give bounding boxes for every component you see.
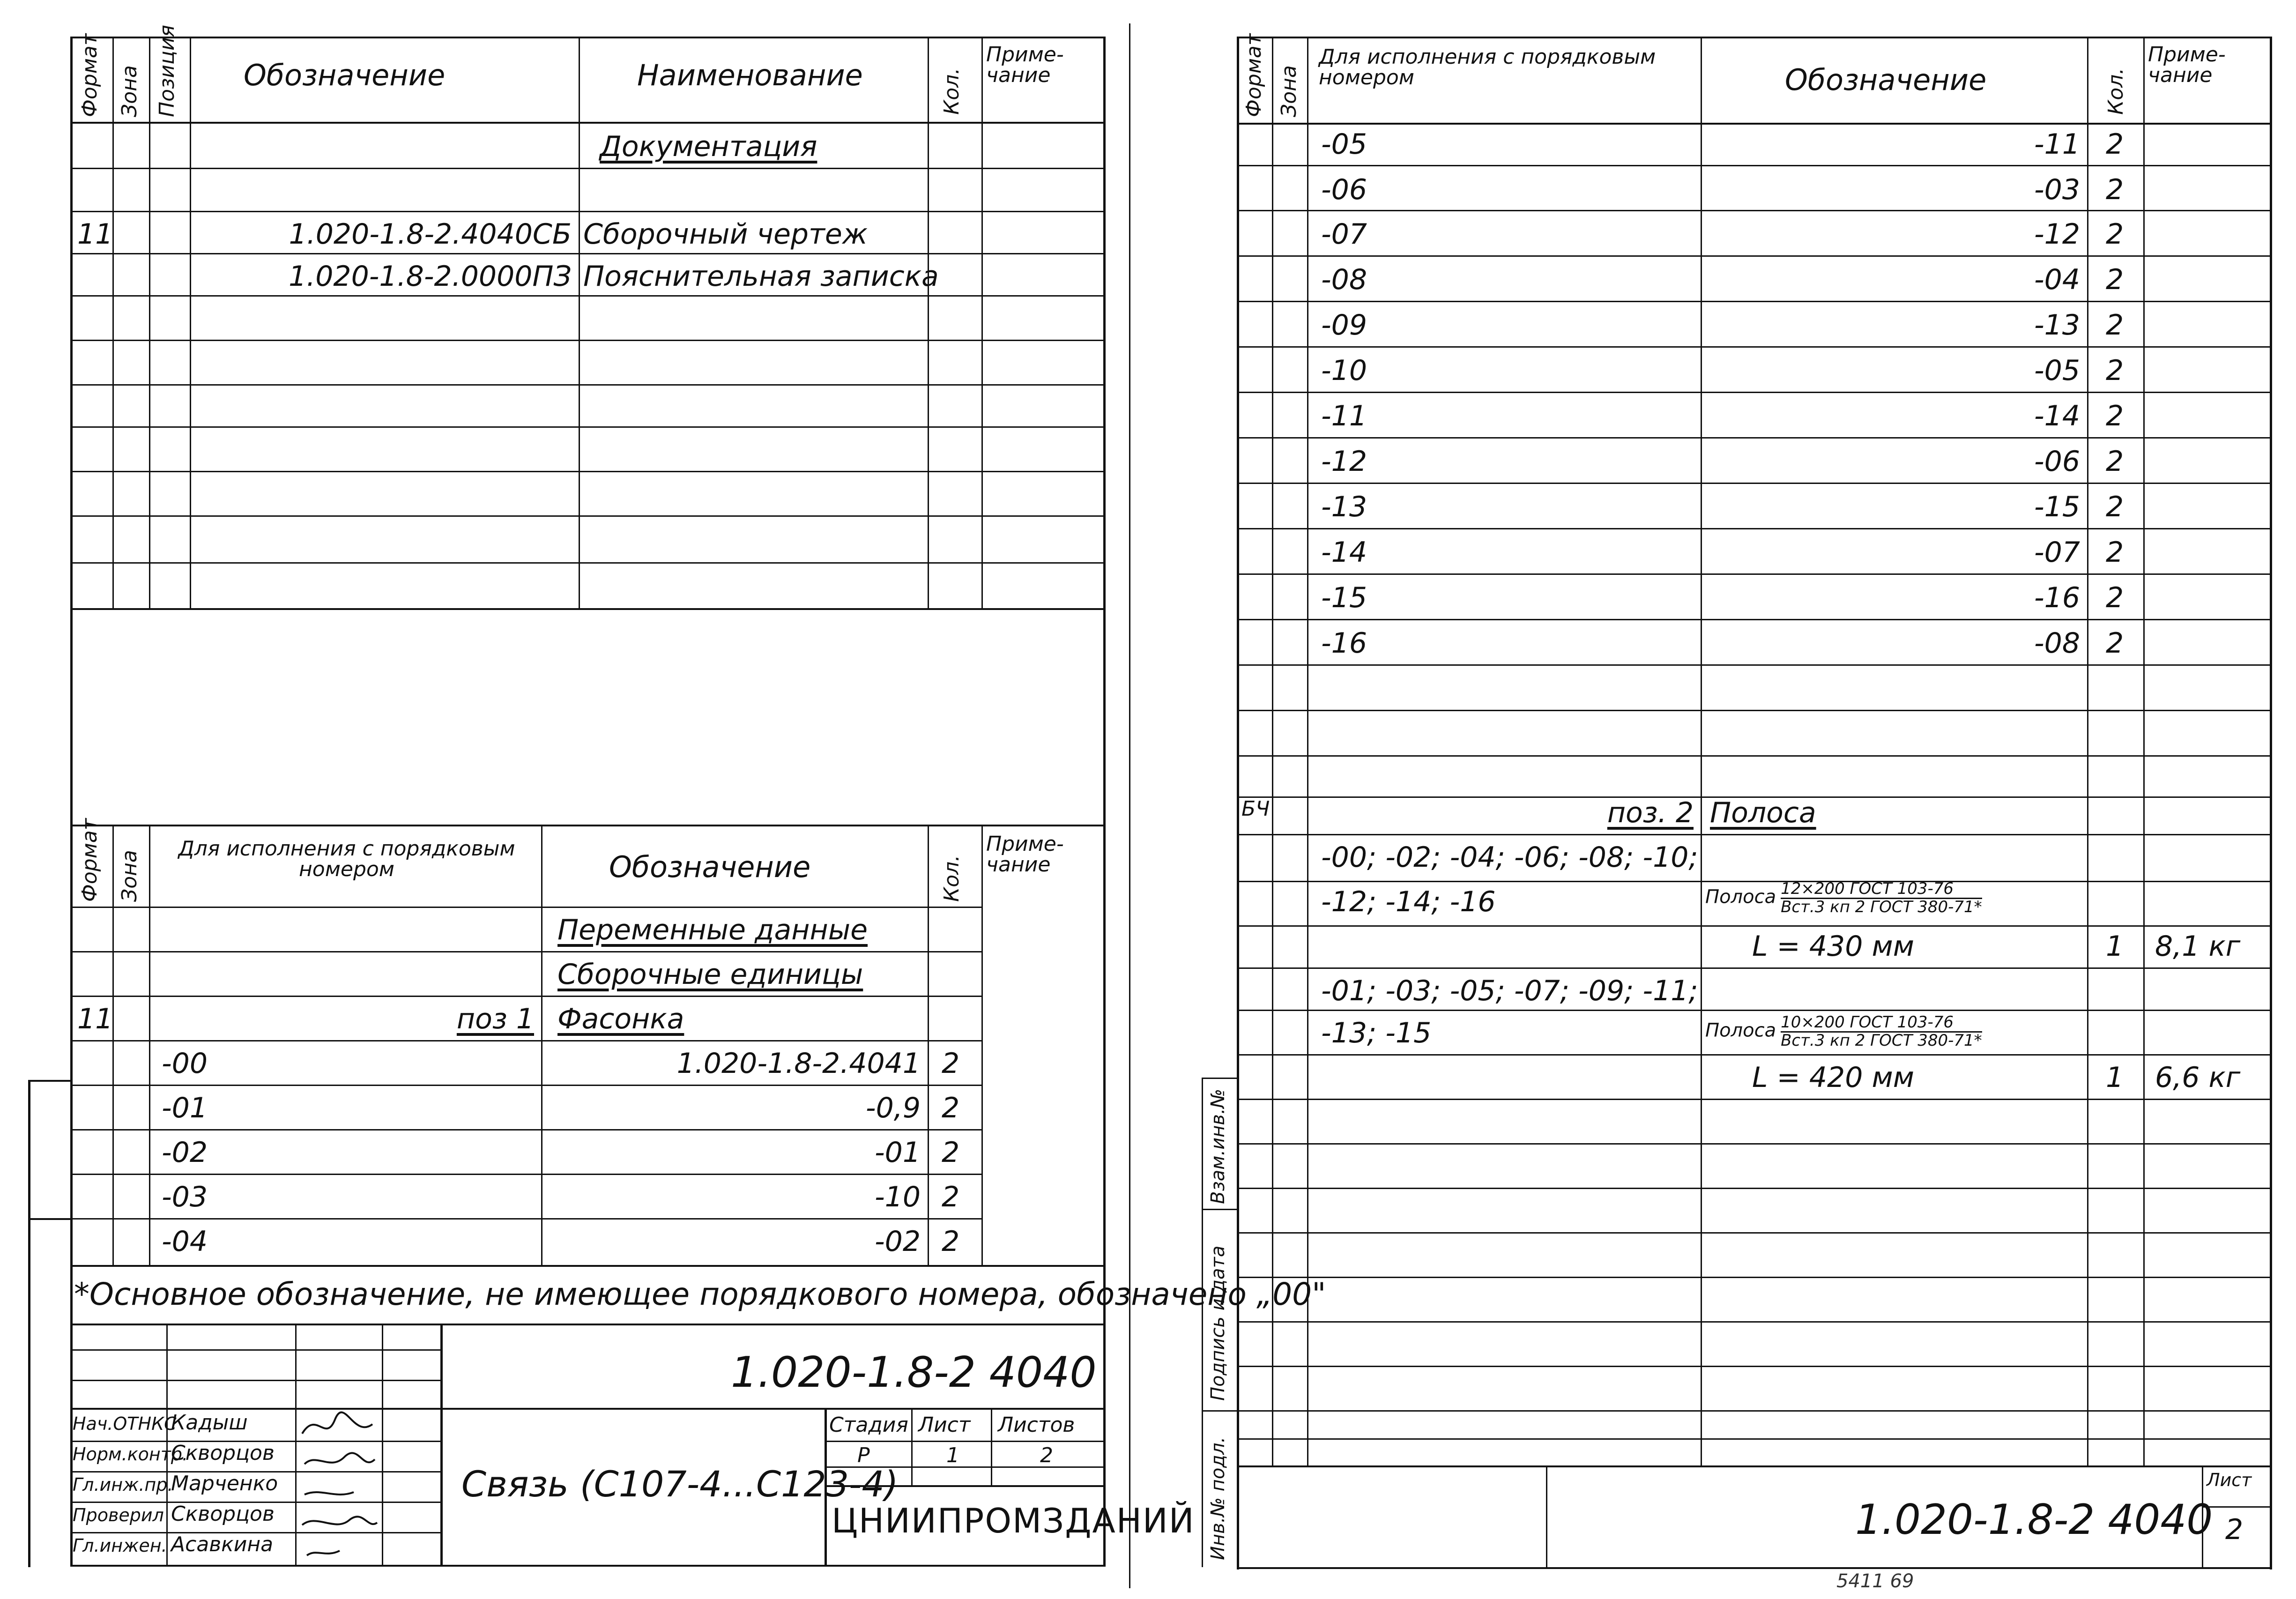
row-line [1237,1438,2272,1440]
row-line [70,426,1106,428]
row-line [1237,1010,2272,1011]
tb-col [295,1324,297,1565]
var-row-4-designation: -10 [875,1181,921,1213]
var-row-5-qty: 2 [942,1225,960,1258]
s2-row-10-exec: -14 [1321,536,1367,569]
row-line [70,253,1106,254]
frame-bottom [70,1565,1106,1567]
s2-sheet-label: Лист [2207,1470,2252,1490]
role-1: Нач.ОТНКС [73,1413,177,1434]
sheet-label: Лист [918,1413,971,1437]
row-line [1237,210,2272,211]
row-line [1237,1410,2272,1412]
bottom-col [1546,1465,1547,1567]
frame-top [1237,37,2272,38]
margin-mark [28,1080,70,1082]
row-line [70,211,1106,212]
s2-code: 1.020-1.8-2 4040 [1855,1495,2213,1544]
row-line [1237,1054,2272,1056]
side-label-signature-date: Подпись и дата [1207,1245,1229,1401]
s2-row-9-qty: 2 [2106,491,2124,523]
tb-col [440,1324,443,1565]
row-line [1237,123,2272,125]
var-row-2-qty: 2 [942,1092,960,1124]
row-line [1237,392,2272,393]
s2-group1-length: L = 430 мм [1752,930,1914,963]
s2-header-qty: Кол. [2104,67,2128,115]
role-4: Проверил [73,1505,164,1525]
col-line [981,825,983,1265]
s2-row-8-qty: 2 [2106,445,2124,478]
margin-mark [28,1218,70,1220]
row-line [70,1218,981,1220]
row-line [70,122,1106,124]
s2-group2-item [1705,1014,1982,1049]
s2-row-7-exec: -11 [1321,400,1367,432]
frame-right [2270,37,2272,1569]
frame-top [70,37,1106,38]
signatures-graphic [297,1382,382,1565]
var-row-3-qty: 2 [942,1136,960,1169]
doc-row-2-designation: 1.020-1.8-2.0000ПЗ [288,260,572,293]
s2-row-1-exec: -05 [1321,128,1367,161]
row-line [1237,755,2272,757]
side-label-inv-orig: Инв.№ подл. [1207,1436,1229,1560]
row-line [70,1129,981,1130]
name-3: Марченко [171,1472,278,1495]
s2-pos2-format: БЧ [1241,797,1270,821]
row-line [70,951,981,952]
var-row-1-designation: 1.020-1.8-2.4041 [676,1047,921,1080]
s2-row-6-exec: -10 [1321,354,1367,387]
s2-row-1-qty: 2 [2106,128,2124,161]
row-line [1237,528,2272,529]
s2-row-9-exec: -13 [1321,491,1367,523]
s2-row-3-qty: 2 [2106,218,2124,251]
col-line [112,825,114,1265]
s2-row-4-qty: 2 [2106,263,2124,296]
col-line [928,825,929,1265]
s2-group1-item [1705,881,1982,915]
s2-row-8-exec: -12 [1321,445,1367,478]
s2-row-5-qty: 2 [2106,309,2124,342]
sheets-label: Листов [998,1413,1075,1437]
var-pos-format: 11 [77,1003,113,1035]
sheets-value: 2 [1040,1443,1053,1467]
tb-line [825,1441,1106,1442]
var-section: Переменные данные [557,914,868,946]
s2-pos2-label: поз. 2 [1607,796,1694,829]
col-line [1701,37,1702,1465]
s2-header-for-exec: Для исполнения с порядковым номером [1319,45,1656,89]
s2-row-8-designation: -06 [2034,445,2080,478]
var-pos-name: Фасонка [557,1003,684,1035]
row-line [1237,967,2272,969]
s2-bottom-text: 5411 69 [1836,1570,1914,1592]
s2-group2-exec-line2: -13; -15 [1321,1017,1432,1049]
title-block-code: 1.020-1.8-2 4040 [731,1348,1097,1397]
var-row-1-qty: 2 [942,1047,960,1080]
s2-group1-frac-top: 12×200 ГОСТ 103-76 [1781,881,1982,899]
s2-group1-frac-bottom: Вст.3 кп 2 ГОСТ 380-71* [1781,898,1982,916]
var-row-2-exec: -01 [162,1092,208,1124]
row-line [70,608,1106,610]
header-name: Наименование [637,58,863,92]
header-qty: Кол. [940,67,964,115]
s2-row-10-designation: -07 [2034,536,2080,569]
row-line [70,1265,1106,1267]
margin-line [28,1080,30,1567]
row-line [1237,1465,2272,1467]
frame-right [1103,37,1106,1566]
stage-label: Стадия [829,1413,908,1437]
s2-row-2-designation: -03 [2034,173,2080,206]
role-3: Гл.инж.пр. [73,1474,173,1495]
s2-row-11-exec: -15 [1321,581,1367,614]
row-line [1237,437,2272,439]
row-line [70,471,1106,472]
row-line [1237,165,2272,166]
var-row-5-exec: -04 [162,1225,208,1258]
tb-line [70,1324,1106,1325]
s2-row-2-qty: 2 [2106,173,2124,206]
var-row-3-designation: -01 [875,1136,921,1169]
col-line [2087,37,2088,1465]
s2-header-note: Приме-чание [2148,43,2226,87]
row-line [1237,573,2272,575]
name-1: Кадыш [171,1411,248,1435]
s2-header-designation: Обозначение [1785,63,1987,97]
side-line [1202,1078,1237,1079]
role-2: Норм.контр. [73,1444,188,1465]
row-line [1237,1277,2272,1278]
s2-row-12-exec: -16 [1321,627,1367,660]
s2-header-zone: Зона [1277,65,1301,117]
s2-group2-frac-bottom: Вст.3 кп 2 ГОСТ 380-71* [1781,1031,1982,1050]
s2-row-6-designation: -05 [2034,354,2080,387]
row-line [1237,710,2272,711]
header-designation: Обозначение [244,58,446,92]
s2-row-11-designation: -16 [2034,581,2080,614]
s2-group1-fraction [1781,881,1982,915]
row-line [1237,1232,2272,1234]
s2-row-3-designation: -12 [2034,218,2080,251]
s2-group1-mass: 8,1 кг [2155,930,2241,963]
side-label-replace-inv: Взам.инв.№ [1207,1088,1229,1204]
row-line [70,996,981,997]
header-format: Формат [78,33,102,117]
row-line [1237,255,2272,257]
tb-col [991,1408,992,1485]
var-row-1-exec: -00 [162,1047,208,1080]
document-title: Связь (С107-4...С123-4) [461,1463,899,1505]
var-pos-label: поз 1 [456,1003,534,1035]
row-line [1237,483,2272,484]
doc-row-2-name: Пояснительная записка [583,260,939,293]
name-5: Асавкина [171,1532,274,1556]
stage-value: Р [857,1443,870,1467]
s2-group2-item-label: Полоса [1705,1019,1776,1041]
var-subsection: Сборочные единицы [557,958,863,991]
s2-group2-exec-line1: -01; -03; -05; -07; -09; -11; [1321,974,1698,1007]
row-line [70,295,1106,297]
frame-bottom [1237,1567,2272,1569]
frame-left [70,37,73,1566]
s2-row-2-exec: -06 [1321,173,1367,206]
s2-group1-exec-line1: -00; -02; -04; -06; -08; -10; [1321,841,1698,874]
s2-row-5-designation: -13 [2034,309,2080,342]
row-line [70,168,1106,169]
s2-row-7-designation: -14 [2034,400,2080,432]
footnote: *Основное обозначение, не имеющее порядкового номера, обозначено „00" [74,1276,1326,1312]
s2-group1-qty: 1 [2106,930,2124,963]
s2-group2-mass: 6,6 кг [2155,1061,2241,1094]
s2-group2-length: L = 420 мм [1752,1061,1914,1094]
row-line [70,1040,981,1041]
row-line [70,907,981,908]
s2-sheet-no: 2 [2225,1513,2244,1546]
row-line [70,1085,981,1086]
doc-row-1-format: 11 [77,218,113,251]
var-header-format: Формат [78,818,102,902]
s2-row-1-designation: -11 [2034,128,2080,161]
var-header-designation: Обозначение [609,850,811,884]
header-note: Приме-чание [986,43,1064,87]
row-line [1237,834,2272,835]
row-line [70,340,1106,341]
frame-left [1237,37,1239,1569]
sheet-value: 1 [946,1443,959,1467]
var-row-5-designation: -02 [875,1225,921,1258]
s2-row-4-designation: -04 [2034,263,2080,296]
tb-col [911,1408,913,1485]
var-header-note: Приме-чание [986,832,1064,877]
side-col [1202,1078,1203,1567]
row-line [1237,925,2272,927]
role-5: Гл.инжен. [73,1535,167,1556]
s2-pos2-name: Полоса [1710,796,1816,829]
s2-group2-fraction [1781,1014,1982,1049]
var-header-for-exec: Для исполнения с порядковым номером [178,837,515,881]
row-line [70,384,1106,386]
row-line [1237,664,2272,666]
row-line [1237,1321,2272,1323]
s2-row-9-designation: -15 [2034,491,2080,523]
var-row-2-designation: -0,9 [865,1092,921,1124]
side-line [1202,1209,1237,1210]
fold-line [1129,23,1130,1588]
var-row-4-exec: -03 [162,1181,208,1213]
header-position: Позиция [155,24,179,117]
row-line [1237,301,2272,302]
col-line [541,825,542,1265]
s2-row-12-designation: -08 [2034,627,2080,660]
name-4: Скворцов [171,1502,275,1526]
tb-col [382,1324,383,1565]
var-header-qty: Кол. [940,855,964,902]
row-line [1237,619,2272,620]
s2-row-11-qty: 2 [2106,581,2124,614]
s2-row-12-qty: 2 [2106,627,2124,660]
s2-row-5-exec: -09 [1321,309,1367,342]
row-line [70,515,1106,517]
section-documentation: Документация [600,130,817,163]
row-line [1237,1143,2272,1145]
s2-group1-exec-line2: -12; -14; -16 [1321,885,1496,918]
s2-header-format: Формат [1242,33,1266,117]
var-header-zone: Зона [118,850,141,902]
name-2: Скворцов [171,1441,275,1465]
tb-line [70,1349,440,1351]
row-line [1237,346,2272,348]
s2-group2-frac-top: 10×200 ГОСТ 103-76 [1781,1014,1982,1033]
col-line [149,825,150,1265]
s2-row-4-exec: -08 [1321,263,1367,296]
var-row-3-exec: -02 [162,1136,208,1169]
row-line [70,562,1106,564]
row-line [1237,1366,2272,1367]
doc-row-1-designation: 1.020-1.8-2.4040СБ [289,218,572,251]
col-line [2143,37,2145,1465]
doc-row-1-name: Сборочный чертеж [583,218,868,251]
row-line [70,1174,981,1175]
s2-row-10-qty: 2 [2106,536,2124,569]
s2-group1-item-label: Полоса [1705,886,1776,908]
side-line [1202,1410,1237,1412]
var-row-4-qty: 2 [942,1181,960,1213]
col-line [1272,37,1273,1465]
organization-name: ЦНИИПРОМЗДАНИЙ [832,1501,1195,1540]
header-zone: Зона [118,65,141,117]
col-line [1307,37,1308,1465]
row-line [70,825,1106,826]
s2-group2-qty: 1 [2106,1061,2124,1094]
s2-row-3-exec: -07 [1321,218,1367,251]
tb-line [70,1380,440,1381]
s2-row-6-qty: 2 [2106,354,2124,387]
s2-row-7-qty: 2 [2106,400,2124,432]
tb-line [70,1408,1106,1410]
row-line [1237,1188,2272,1189]
row-line [1237,1099,2272,1100]
